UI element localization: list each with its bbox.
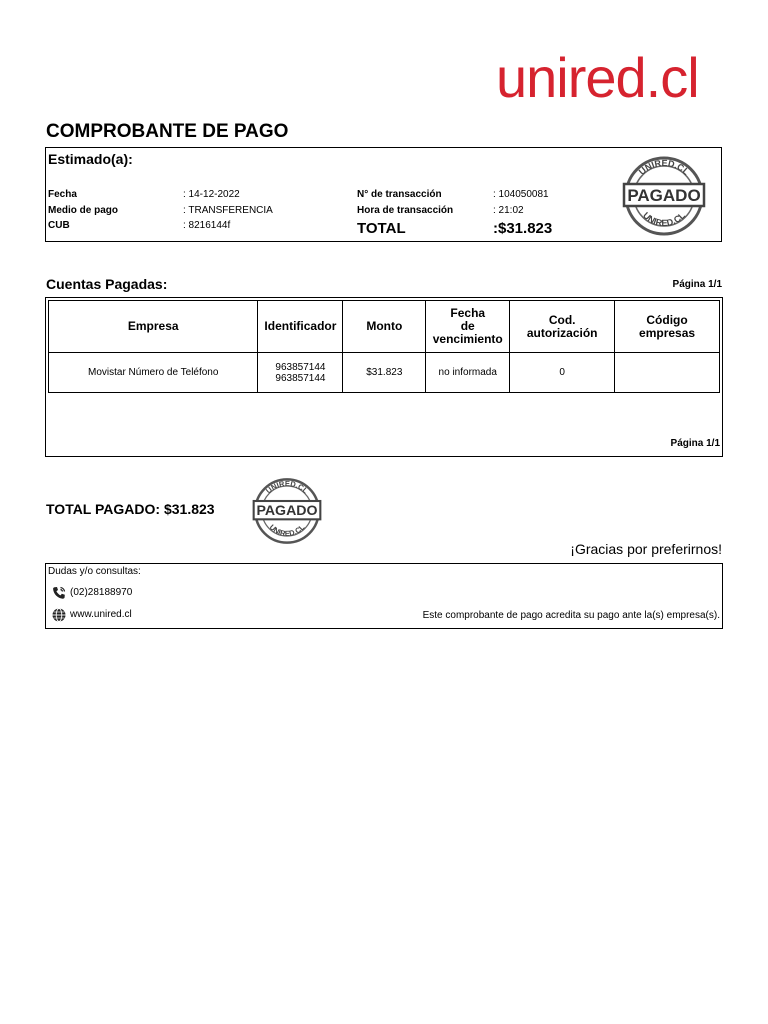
cub-label: CUB	[48, 220, 70, 231]
cell-monto: $31.823	[343, 353, 426, 393]
section-title-cuentas: Cuentas Pagadas:	[46, 276, 168, 292]
document-title: COMPROBANTE DE PAGO	[46, 121, 289, 142]
footer-note: Este comprobante de pago acredita su pago ante la(s) empresa(s).	[422, 610, 720, 621]
stamp-ring-top: UNIRED.CL	[264, 478, 310, 496]
unired-logo: unired.cl	[496, 46, 699, 109]
fecha-value: : 14-12-2022	[183, 189, 240, 200]
column-header-identificador: Identificador	[258, 301, 343, 353]
hora-label: Hora de transacción	[357, 205, 454, 216]
stamp-center-text: PAGADO	[256, 503, 318, 520]
cub-value: : 8216144f	[183, 220, 231, 231]
column-header-cod-autorizacion: Cod. autorización	[510, 301, 615, 353]
stamp-center-text: PAGADO	[627, 186, 701, 205]
identificador-line-2: 963857144	[275, 372, 326, 384]
cell-cod-autorizacion: 0	[510, 353, 615, 393]
total-value: :$31.823	[493, 220, 553, 237]
footer-phone: (02)28188970	[70, 587, 133, 598]
table-row	[49, 353, 720, 393]
cell-empresa: Movistar Número de Teléfono	[49, 353, 258, 393]
phone-icon	[51, 585, 67, 601]
footer-question: Dudas y/o consultas:	[48, 566, 141, 577]
svg-text:UNIRED.CL	[641, 210, 687, 228]
hora-value: : 21:02	[493, 205, 524, 216]
greeting: Estimado(a):	[48, 151, 133, 167]
page-indicator-bottom: Página 1/1	[670, 438, 720, 449]
page-indicator-top: Página 1/1	[672, 279, 722, 290]
stamp-ring-bottom: UNIRED.CL	[640, 210, 688, 229]
transaccion-value: : 104050081	[493, 189, 549, 200]
identificador-line-1: 963857144	[275, 361, 326, 373]
cell-identificador	[258, 353, 343, 393]
thanks-message: ¡Gracias por preferirnos!	[570, 541, 722, 557]
transaccion-label: N° de transacción	[357, 189, 442, 200]
paid-stamp-icon	[620, 154, 708, 238]
cell-codigo-empresas	[615, 353, 720, 393]
accounts-table	[48, 300, 720, 393]
table-header-row	[49, 301, 720, 353]
globe-icon	[51, 607, 67, 623]
paid-stamp-icon	[250, 476, 324, 546]
stamp-ring-top: UNIRED.CL	[636, 157, 692, 177]
medio-pago-label: Medio de pago	[48, 205, 118, 216]
column-header-vencimiento: Fecha de vencimiento	[426, 301, 510, 353]
stamp-ring-bottom: UNIRED.CL	[267, 522, 307, 539]
total-paid: TOTAL PAGADO: $31.823	[46, 501, 215, 517]
fecha-label: Fecha	[48, 189, 77, 200]
column-header-empresa: Empresa	[49, 301, 258, 353]
footer-website-link[interactable]: www.unired.cl	[70, 609, 132, 620]
svg-text:UNIRED.CL	[264, 479, 310, 496]
cell-vencimiento: no informada	[426, 353, 510, 393]
svg-text:UNIRED.CL	[268, 522, 307, 538]
column-header-monto: Monto	[343, 301, 426, 353]
medio-pago-value: : TRANSFERENCIA	[183, 205, 273, 216]
total-label: TOTAL	[357, 220, 406, 237]
column-header-codigo-empresas: Código empresas	[615, 301, 720, 353]
svg-text:UNIRED.CL	[637, 158, 692, 177]
